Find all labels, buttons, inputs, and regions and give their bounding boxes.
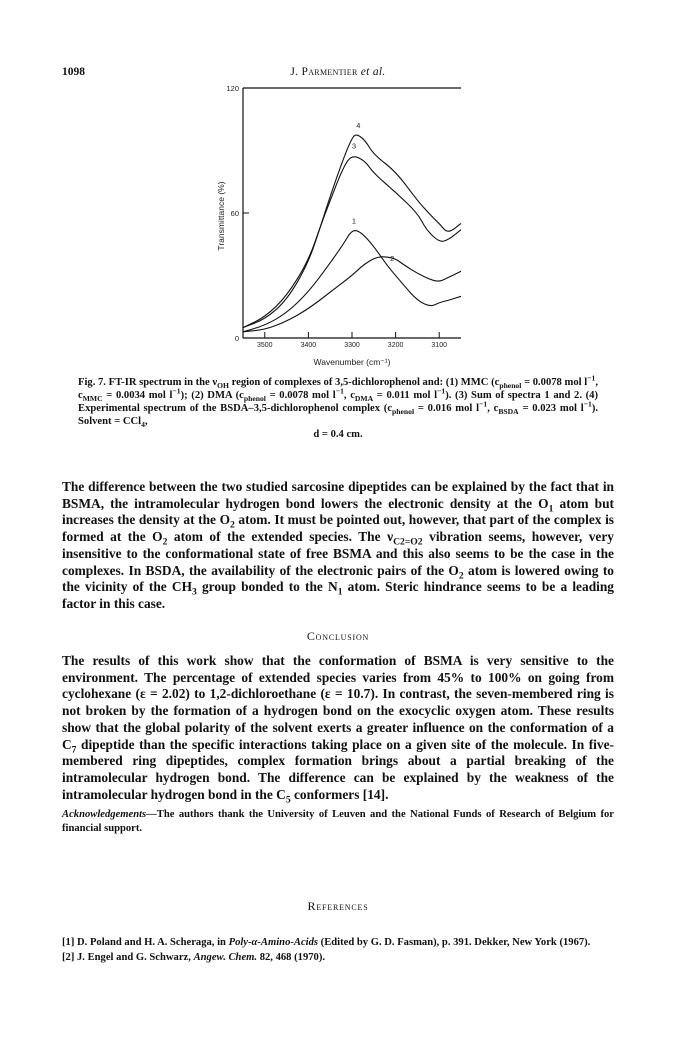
reference-title: Angew. Chem.: [193, 952, 258, 963]
caption-text: = 0.0034 mol l: [102, 390, 173, 401]
caption-sup: −1: [479, 399, 488, 409]
caption-sub: MMC: [82, 394, 103, 404]
para-text: vibration seems, however, very insensitive to the conformational state of free BSMA and this also seems to be the case in the complexes. In BSDA, the availability of the electronic pairs of the O: [62, 529, 614, 578]
para-sub: 3: [191, 586, 197, 598]
para-sub: 1: [337, 586, 343, 598]
para-sub: 2: [458, 570, 464, 582]
caption-text: , c: [487, 403, 499, 414]
curve-label-4: 4: [356, 120, 361, 130]
reference-number: [2]: [62, 952, 75, 963]
spectrum-curves: [243, 135, 461, 332]
caption-sub: phenol: [243, 394, 266, 404]
para-text: atom. It must be pointed out, however, that part of the complex is formed at the O: [62, 512, 615, 545]
caption-text: = 0.0078 mol l: [265, 390, 336, 401]
para-text: group bonded to the N: [196, 579, 338, 595]
para-text: atom. Steric hindrance seems to be a leading factor in this case.: [62, 579, 614, 611]
running-head: [62, 66, 614, 78]
caption-sub: OH: [217, 381, 229, 391]
caption-text: region of complexes of 3,5-dichlorophenol and: (1) MMC (c: [229, 377, 500, 388]
caption-sup: −1: [437, 386, 446, 396]
curve-label-2: 2: [390, 253, 395, 263]
references-list: [62, 936, 614, 966]
caption-last-line: d = 0.4 cm.: [313, 429, 363, 440]
caption-sub: DMA: [354, 394, 374, 404]
references-heading: References: [307, 899, 369, 913]
curve-label-3: 3: [351, 141, 357, 151]
para-sub: C2=O2: [393, 536, 423, 548]
caption-text: = 0.011 mol l: [373, 390, 438, 401]
para-text: atom of the extended species. The ν: [167, 529, 394, 545]
reference-item: [62, 951, 614, 964]
caption-text: Fig. 7. FT-IR spectrum in the ν: [78, 377, 218, 388]
reference-item: [62, 936, 614, 949]
caption-text: ,: [144, 416, 148, 427]
acknowledgements-label: Acknowledgements: [62, 809, 147, 820]
figure-caption: [78, 373, 599, 441]
y-axis-label: Transmittance (%): [216, 181, 226, 251]
page-number: 1098: [62, 66, 85, 78]
para-sub: 2: [162, 536, 168, 548]
caption-text: = 0.016 mol l: [414, 403, 480, 414]
spectrum-curve-3: [243, 157, 461, 328]
running-head-author: J. Parmentier: [290, 66, 358, 78]
x-axis-label: Wavenumber (cm⁻¹): [313, 357, 391, 367]
curve-label-1: 1: [351, 216, 357, 226]
x-tick-label: 3100: [431, 342, 447, 349]
y-tick-label: 60: [230, 209, 239, 218]
curve-labels: [352, 121, 394, 263]
caption-text: = 0.023 mol l: [518, 403, 584, 414]
para-sub: 5: [285, 794, 291, 806]
para-text: atom but increases the density at the O: [62, 495, 614, 528]
body-paragraph-2: [62, 653, 614, 806]
para-text: conformers [14].: [290, 786, 389, 802]
caption-sup: −1: [335, 386, 344, 396]
caption-sup: −1: [587, 373, 596, 383]
caption-sub: 4: [141, 420, 145, 430]
caption-text: = 0.0078 mol l: [521, 377, 588, 388]
y-ticks: [226, 84, 249, 343]
acknowledgements: [62, 808, 614, 836]
caption-text: ). (3) Sum of spectra 1 and 2. (4) Experimental spectrum of the BSDA–3,5-dichlorophenol complex (c: [78, 390, 599, 414]
spectrum-curve-2: [243, 257, 461, 332]
caption-sub: phenol: [392, 407, 415, 417]
para-sub: 2: [230, 520, 235, 532]
para-sub: 7: [71, 744, 77, 756]
caption-text: ); (2) DMA (c: [180, 390, 244, 401]
conclusion-heading: Conclusion: [306, 629, 370, 643]
x-tick-label: 3400: [300, 342, 317, 349]
caption-sub: BSDA: [498, 407, 519, 417]
x-tick-label: 3300: [344, 342, 360, 349]
para-text: The difference between the two studied sarcosine dipeptides can be explained by the fact that in BSMA, the intramolecular hydrogen bond lowers the electronic density at the O: [62, 479, 614, 511]
reference-text: J. Engel and G. Schwarz,: [74, 952, 194, 963]
reference-text: 82, 468 (1970).: [257, 952, 326, 963]
caption-text: , c: [78, 377, 598, 401]
caption-sub: phenol: [499, 381, 522, 391]
para-text: The results of this work show that the conformation of BSMA is very sensitive to the environment. The percentage of extended species varies from 45% to 100% on going from cyclohexane (ε = 2.02) to 1,2-dichloroethane (ε = 10.7). In contrast, the seven-membered ring is not broken by the formation of a hydrogen bond on the exocyclic oxygen atom. These results show that the global polarity of the solvent exerts a greater influence on the conformation of a C: [62, 653, 614, 752]
reference-number: [1]: [62, 937, 75, 948]
spectrum-curve-1: [243, 231, 461, 332]
reference-text: D. Poland and H. A. Scheraga, in: [74, 937, 229, 948]
caption-sup: −1: [172, 386, 181, 396]
ftir-spectrum-figure: [195, 80, 475, 370]
running-head-etal: et al.: [360, 66, 386, 78]
caption-text: , c: [343, 390, 355, 401]
body-paragraph-1: [62, 479, 614, 613]
y-tick-label: 120: [226, 84, 239, 93]
reference-text: (Edited by G. D. Fasman), p. 391. Dekker, New York (1967).: [318, 937, 591, 948]
para-text: dipeptide than the specific interactions taking place on a given site of the molecule. In five-membered ring dipeptides, complex formation brings about a partial breaking of the intramolecular hydrogen bond. The difference can be explained by the weakness of the intramolecular hydrogen bond in the C: [62, 736, 614, 802]
para-text: atom is lowered owing to the vicinity of the CH: [62, 562, 614, 595]
reference-title: Poly-α-Amino-Acids: [228, 937, 319, 948]
x-tick-label: 3200: [387, 342, 404, 349]
caption-text: ). Solvent = CCl: [78, 403, 599, 427]
acknowledgements-text: —The authors thank the University of Leuven and the National Funds of Research of Belgium for financial support.: [62, 809, 614, 834]
x-ticks: [257, 332, 447, 349]
y-tick-label: 0: [234, 334, 239, 343]
caption-sup: −1: [583, 399, 592, 409]
x-tick-label: 3500: [257, 342, 273, 349]
para-sub: 1: [548, 503, 554, 515]
